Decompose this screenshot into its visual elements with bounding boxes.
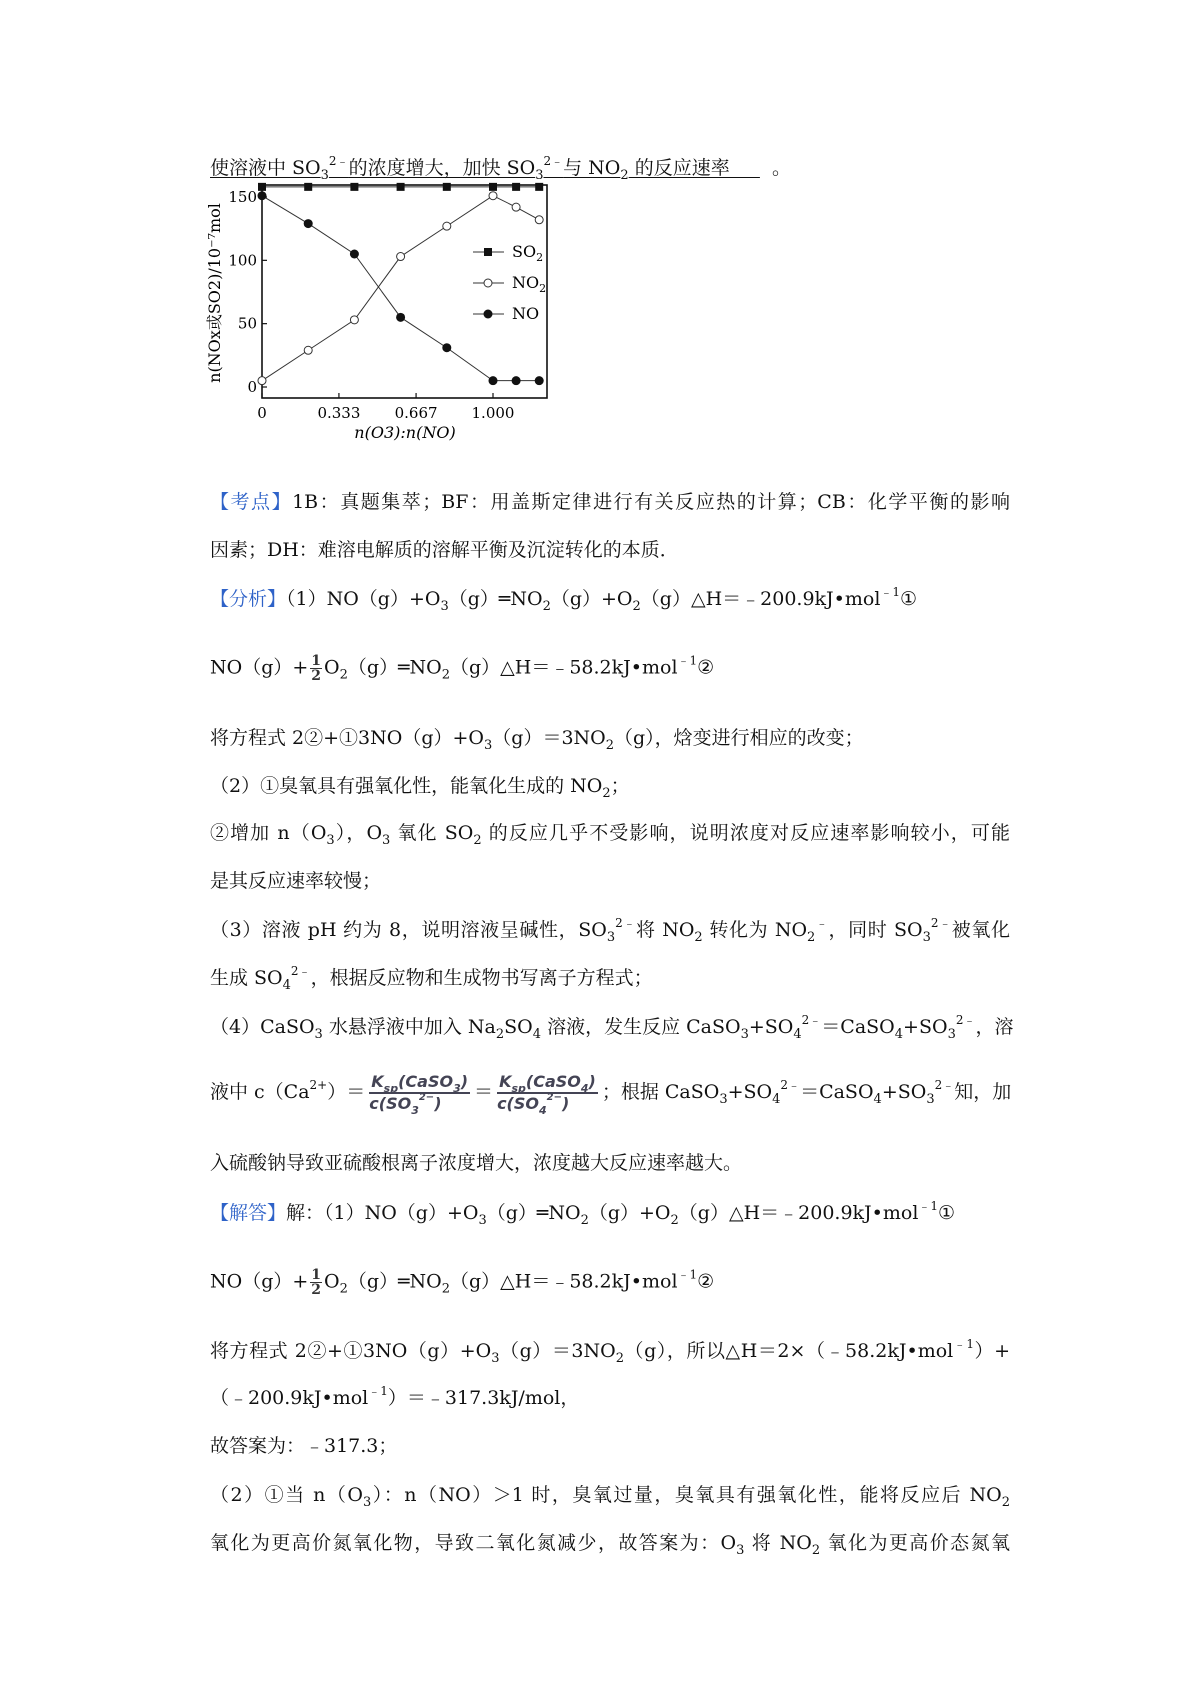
fenxi-line8: 生成 $SO_4^{2﹣}$，根据反应物和生成物书写离子方程式；: [210, 964, 653, 993]
jieda-line5: 故答案为：﹣317.3；: [210, 1435, 398, 1457]
legend-label: $NO_2$: [512, 273, 547, 295]
point-so2: [397, 183, 405, 191]
point-so2: [489, 183, 497, 191]
fenxi-line2: NO（g）+ $\frac{1}{2}$ $O_2(g)═NO_2(g)\triangle H=﹣58.2kJ•mol^{﹣1}②$: [210, 653, 715, 684]
legend-label: $SO_2$: [512, 242, 544, 264]
jieda-line7: 氧化为更高价氮氧化物，导致二氧化氮减少，故答案为：$O_3$ 将 $NO_2$ 氧化为更高价态氮氧: [210, 1532, 1010, 1558]
y-axis-label: n(NOx或SO2)/10⁻⁷mol: [205, 203, 224, 383]
point-no: [512, 376, 521, 385]
point-no2: [512, 203, 520, 211]
point-so2: [350, 183, 358, 191]
ksp-caso4-fraction: $K_{sp}(CaSO_4)$ $c(SO_4^{2-})$: [497, 1072, 596, 1117]
x-axis-label: n(O3):n(NO): [354, 423, 456, 442]
legend-marker: [484, 310, 493, 319]
y-tick-label: 0: [247, 378, 257, 396]
point-no2: [535, 216, 543, 224]
x-tick-label: 0.667: [394, 404, 438, 422]
point-no2: [350, 316, 358, 324]
chart: [205, 185, 590, 485]
x-tick-label: 0.333: [317, 404, 361, 422]
jieda-line1: 【解答】解：$(1)NO(g)+O_3(g)═NO_2(g)+O_2(g)\triangle H=﹣200.9kJ•mol^{﹣1}①$: [210, 1199, 956, 1228]
x-tick-label: 1.000: [471, 404, 515, 422]
intro-line: 使溶液中 $SO_3^{2﹣}$的浓度增大，加快 $SO_3^{2﹣}$与 $NO_2$ 的反应速率 。: [210, 154, 791, 183]
y-tick-label: 150: [228, 188, 257, 206]
point-no: [304, 219, 313, 228]
kaodian-line2: 因素；DH：难溶电解质的溶解平衡及沉淀转化的本质．: [210, 539, 679, 561]
y-tick-label: 100: [228, 251, 257, 270]
fenxi-line10: 液中 $c(Ca^{2+})=$ $K_{sp}(CaSO_3)$ $c(SO_3^{2-})$ ＝ $K_{sp}(CaSO_4)$ $c(SO_4^{2-})$ ；根据 $CaSO_3+SO_4^{2﹣}=CaSO_4+SO_3^{2﹣}$知，加: [210, 1072, 1012, 1117]
ksp-caso3-fraction: $K_{sp}(CaSO_3)$ $c(SO_3^{2-})$: [369, 1072, 469, 1117]
point-no2: [397, 253, 405, 261]
point-so2: [443, 183, 451, 191]
legend-marker: [484, 248, 492, 256]
fenxi-line3: 将方程式 $2②+①3NO(g)+O_3(g)=3NO_2(g)$，焓变进行相应的改变；: [210, 727, 864, 753]
jieda-line2: NO（g）+ $\frac{1}{2}$ $O_2(g)═NO_2(g)\triangle H=﹣58.2kJ•mol^{﹣1}②$: [210, 1267, 715, 1298]
y-tick-label: 50: [237, 314, 257, 333]
point-no2: [443, 222, 451, 230]
kaodian-tag: 【考点】: [210, 491, 293, 513]
point-so2: [535, 183, 543, 191]
point-no: [535, 376, 544, 385]
point-no2: [304, 346, 312, 354]
point-no: [442, 343, 451, 352]
fenxi-line11: 入硫酸钠导致亚硫酸根离子浓度增大，浓度越大反应速率越大。: [210, 1152, 743, 1174]
jieda-line4: （﹣200.9kJ•mol$^{﹣1}$）＝﹣317.3kJ/mol，: [210, 1384, 580, 1409]
legend-label: NO: [512, 304, 540, 323]
point-no: [258, 191, 267, 200]
point-no: [396, 313, 405, 322]
fenxi-tag: 【分析】: [210, 588, 287, 610]
point-no: [489, 376, 498, 385]
fenxi-line6: 是其反应速率较慢；: [210, 870, 382, 892]
plot-frame: [262, 185, 547, 398]
series-line-no2: [262, 196, 539, 381]
point-so2: [512, 183, 520, 191]
point-so2: [304, 183, 312, 191]
kaodian-line1: 【考点】1B：真题集萃；BF：用盖斯定律进行有关反应热的计算；CB：化学平衡的影响: [210, 491, 1010, 513]
jieda-line3: 将方程式 $2②+①3NO(g)+O_3(g)=3NO_2(g)$，所以△H＝2×（﹣58.2kJ•mol$^{﹣1}$）+: [210, 1337, 1011, 1366]
jieda-tag: 【解答】: [210, 1202, 287, 1224]
fenxi-line7: （3）溶液 pH 约为 8，说明溶液呈碱性，$SO_3^{2﹣}$将 $NO_2$ 转化为 $NO_2^﹣$，同时 $SO_3^{2﹣}$被氧化: [210, 916, 1010, 945]
fenxi-line4: （2）①臭氧具有强氧化性，能氧化生成的 $NO_2$；: [210, 775, 630, 801]
x-tick-label: 0: [257, 404, 267, 422]
point-no: [350, 250, 359, 259]
point-so2: [258, 183, 266, 191]
fenxi-line5: ②增加 $n(O_3)$，$O_3$ 氧化 $SO_2$ 的反应几乎不受影响，说明浓度对反应速率影响较小，可能: [210, 822, 1010, 848]
point-no2: [489, 192, 497, 200]
legend-marker: [484, 279, 492, 287]
jieda-line6: （2）①当 $n(O_3)$：n（NO）＞1 时，臭氧过量，臭氧具有强氧化性，能将反应后 $NO_2$: [210, 1484, 1010, 1510]
fenxi-line9: （4）CaSO$_3$ 水悬浮液中加入 $Na_2SO_4$ 溶液，发生反应 $CaSO_3+SO_4^{2﹣}=CaSO_4+SO_3^{2﹣}$，溶: [210, 1013, 1014, 1042]
point-no2: [258, 377, 266, 385]
fenxi-line1: 【分析】$(1)NO(g)+O_3(g)═NO_2(g)+O_2(g)\triangle H=﹣200.9kJ•mol^{﹣1}①$: [210, 585, 918, 614]
